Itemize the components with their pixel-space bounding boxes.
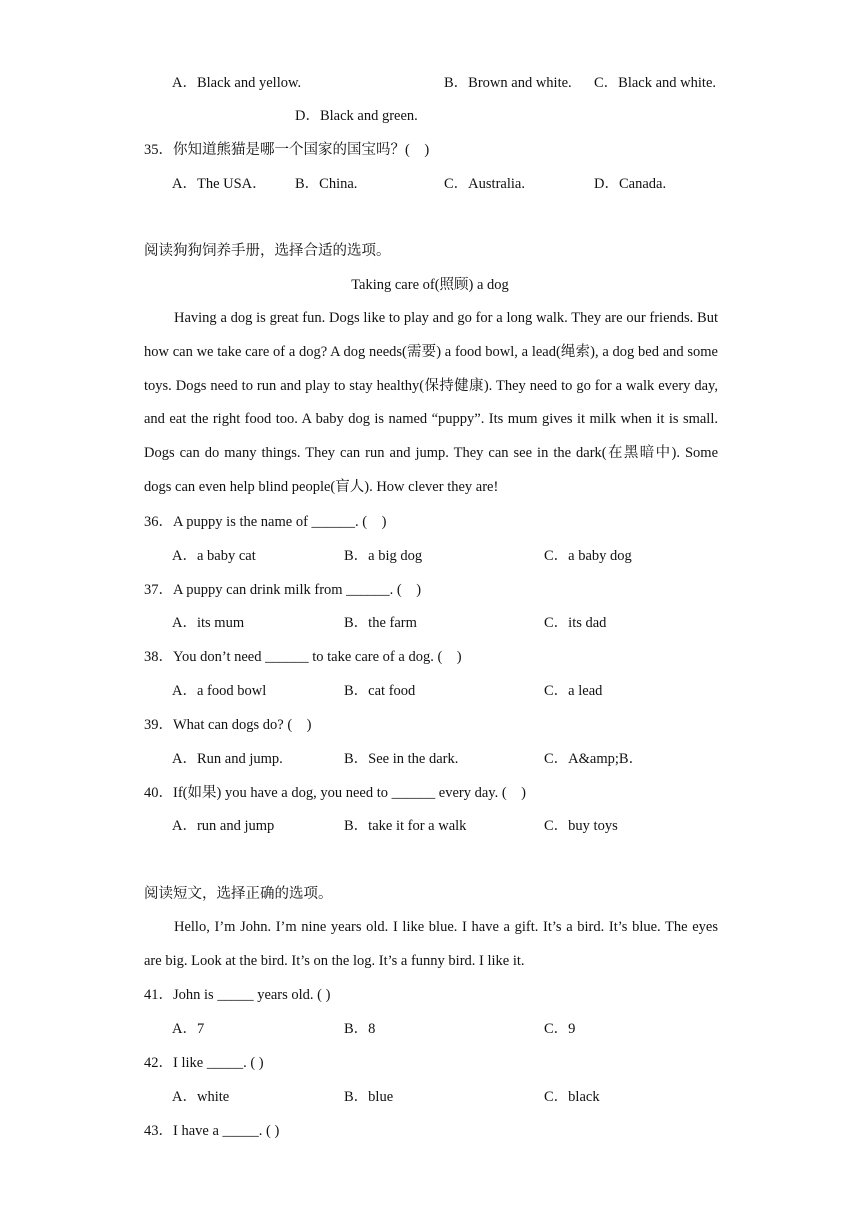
q35-option-c: C．Australia. — [444, 176, 525, 192]
q36-option-c: C．a baby dog — [544, 548, 632, 564]
q36-option-a: A．a baby cat — [172, 548, 256, 564]
q37-stem: 37．A puppy can drink milk from ______. ( ) — [144, 582, 422, 598]
q40-option-a: A．run and jump — [172, 818, 275, 834]
q38-option-a: A．a food bowl — [172, 683, 267, 699]
q34-option-b: B．Brown and white. — [444, 75, 572, 91]
q37-option-a: A．its mum — [172, 615, 245, 631]
q37-option-c: C．its dad — [544, 615, 607, 631]
q42-option-b: B．blue — [344, 1089, 394, 1105]
q43-stem: 43．I have a _____. ( ) — [144, 1123, 280, 1139]
q35-option-a: A．The USA． — [172, 176, 267, 192]
q40-stem: 40．If(如果) you have a dog, you need to ______ every day. ( ) — [144, 785, 526, 801]
dog-passage — [144, 302, 718, 505]
q35-option-b: B．China. — [295, 176, 358, 192]
q38-option-b: B．cat food — [344, 683, 416, 699]
q40-option-b: B．take it for a walk — [344, 818, 467, 834]
dog-passage-text: Having a dog is great fun. Dogs like to play and go for a long walk. They are our friends. But how can we take care of a dog? A dog needs(需要) a food bowl, a lead(绳索), a dog bed and some toys. Dogs need to run and play to stay healthy(保持健康). They need to go for a walk every day, and eat the right food too. A baby dog is named “puppy”. Its mum gives it milk when it is small. Dogs can do many things. They can run and jump. They can see in the dark(在黑暗中). Some dogs can even help blind people(盲人). How clever they are! — [144, 310, 718, 495]
q39-option-a: A．Run and jump. — [172, 751, 283, 767]
q36-option-b: B．a big dog — [344, 548, 423, 564]
q35-stem: 35．你知道熊猫是哪一个国家的国宝吗？( ) — [144, 142, 430, 158]
q41-option-b: B．8 — [344, 1021, 376, 1037]
q34-option-d: D．Black and green. — [295, 108, 418, 124]
q39-option-c: C．A&amp;B． — [544, 751, 644, 767]
q37-option-b: B．the farm — [344, 615, 417, 631]
john-passage-text: Hello, I’m John. I’m nine years old. I like blue. I have a gift. It’s a bird. It’s blue. The eyes are big. Look at the bird. It’s on the log. It’s a funny bird. I like it. — [144, 919, 718, 969]
q36-stem: 36．A puppy is the name of ______. ( ) — [144, 514, 387, 530]
q39-option-b: B．See in the dark. — [344, 751, 459, 767]
q38-stem: 38．You don’t need ______ to take care of a dog. ( ) — [144, 649, 462, 665]
q34-option-a: A．Black and yellow. — [172, 75, 302, 91]
q41-option-a: A．7 — [172, 1021, 205, 1037]
john-passage — [144, 911, 718, 979]
dog-section-instruction: 阅读狗狗饲养手册，选择合适的选项。 — [144, 243, 391, 259]
q35-option-d: D．Canada. — [594, 176, 667, 192]
q34-option-c: C．Black and white. — [594, 75, 717, 91]
john-section-instruction: 阅读短文，选择正确的选项。 — [144, 886, 333, 902]
q39-stem: 39．What can dogs do? ( ) — [144, 717, 312, 733]
q41-option-c: C．9 — [544, 1021, 576, 1037]
q42-option-a: A．white — [172, 1089, 230, 1105]
dog-passage-title: Taking care of(照顾) a dog — [351, 277, 509, 293]
q38-option-c: C．a lead — [544, 683, 603, 699]
q42-option-c: C．black — [544, 1089, 600, 1105]
q40-option-c: C．buy toys — [544, 818, 618, 834]
q42-stem: 42．I like _____. ( ) — [144, 1055, 264, 1071]
q41-stem: 41．John is _____ years old. ( ) — [144, 987, 331, 1003]
